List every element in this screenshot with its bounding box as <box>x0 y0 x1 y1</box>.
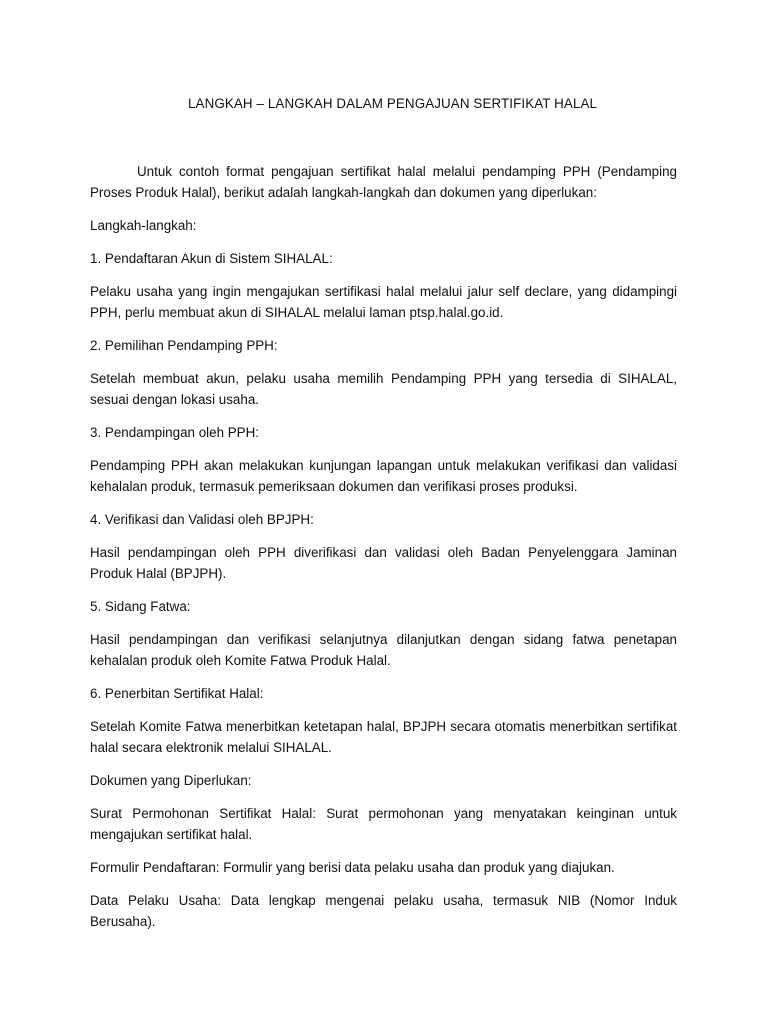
step-2-body: Setelah membuat akun, pelaku usaha memilih Pendamping PPH yang tersedia di SIHALAL, sesuai dengan lokasi usaha. <box>90 371 677 407</box>
step-5-heading: 5. Sidang Fatwa: <box>90 599 191 614</box>
step-6-heading: 6. Penerbitan Sertifikat Halal: <box>90 686 264 701</box>
intro-paragraph: Untuk contoh format pengajuan sertifikat halal melalui pendamping PPH (Pendamping Proses Produk Halal), berikut adalah langkah-langkah dan dokumen yang diperlukan: <box>90 164 677 200</box>
step-2-heading: 2. Pemilihan Pendamping PPH: <box>90 338 278 353</box>
document-item: Data Pelaku Usaha: Data lengkap mengenai pelaku usaha, termasuk NIB (Nomor Induk Berusaha). <box>90 893 677 929</box>
step-4-body: Hasil pendampingan oleh PPH diverifikasi dan validasi oleh Badan Penyelenggara Jaminan Produk Halal (BPJPH). <box>90 545 677 581</box>
steps-heading: Langkah-langkah: <box>90 218 197 233</box>
step-1-heading: 1. Pendaftaran Akun di Sistem SIHALAL: <box>90 251 333 266</box>
document-item: Formulir Pendaftaran: Formulir yang berisi data pelaku usaha dan produk yang diajukan. <box>90 860 615 875</box>
step-5-body: Hasil pendampingan dan verifikasi selanjutnya dilanjutkan dengan sidang fatwa penetapan kehalalan produk oleh Komite Fatwa Produk Halal. <box>90 632 677 668</box>
step-1-body: Pelaku usaha yang ingin mengajukan sertifikasi halal melalui jalur self declare, yang didampingi PPH, perlu membuat akun di SIHALAL melalui laman ptsp.halal.go.id. <box>90 284 677 320</box>
step-3-body: Pendamping PPH akan melakukan kunjungan lapangan untuk melakukan verifikasi dan validasi kehalalan produk, termasuk pemeriksaan dokumen dan verifikasi proses produksi. <box>90 458 677 494</box>
step-6-body: Setelah Komite Fatwa menerbitkan ketetapan halal, BPJPH secara otomatis menerbitkan sertifikat halal secara elektronik melalui SIHALAL. <box>90 719 677 755</box>
document-content <box>90 93 677 944</box>
documents-heading: Dokumen yang Diperlukan: <box>90 773 252 788</box>
document-item: Surat Permohonan Sertifikat Halal: Surat permohonan yang menyatakan keinginan untuk mengajukan sertifikat halal. <box>90 806 677 842</box>
document-title: LANGKAH – LANGKAH DALAM PENGAJUAN SERTIFIKAT HALAL <box>188 96 598 111</box>
step-4-heading: 4. Verifikasi dan Validasi oleh BPJPH: <box>90 512 314 527</box>
step-3-heading: 3. Pendampingan oleh PPH: <box>90 425 259 440</box>
